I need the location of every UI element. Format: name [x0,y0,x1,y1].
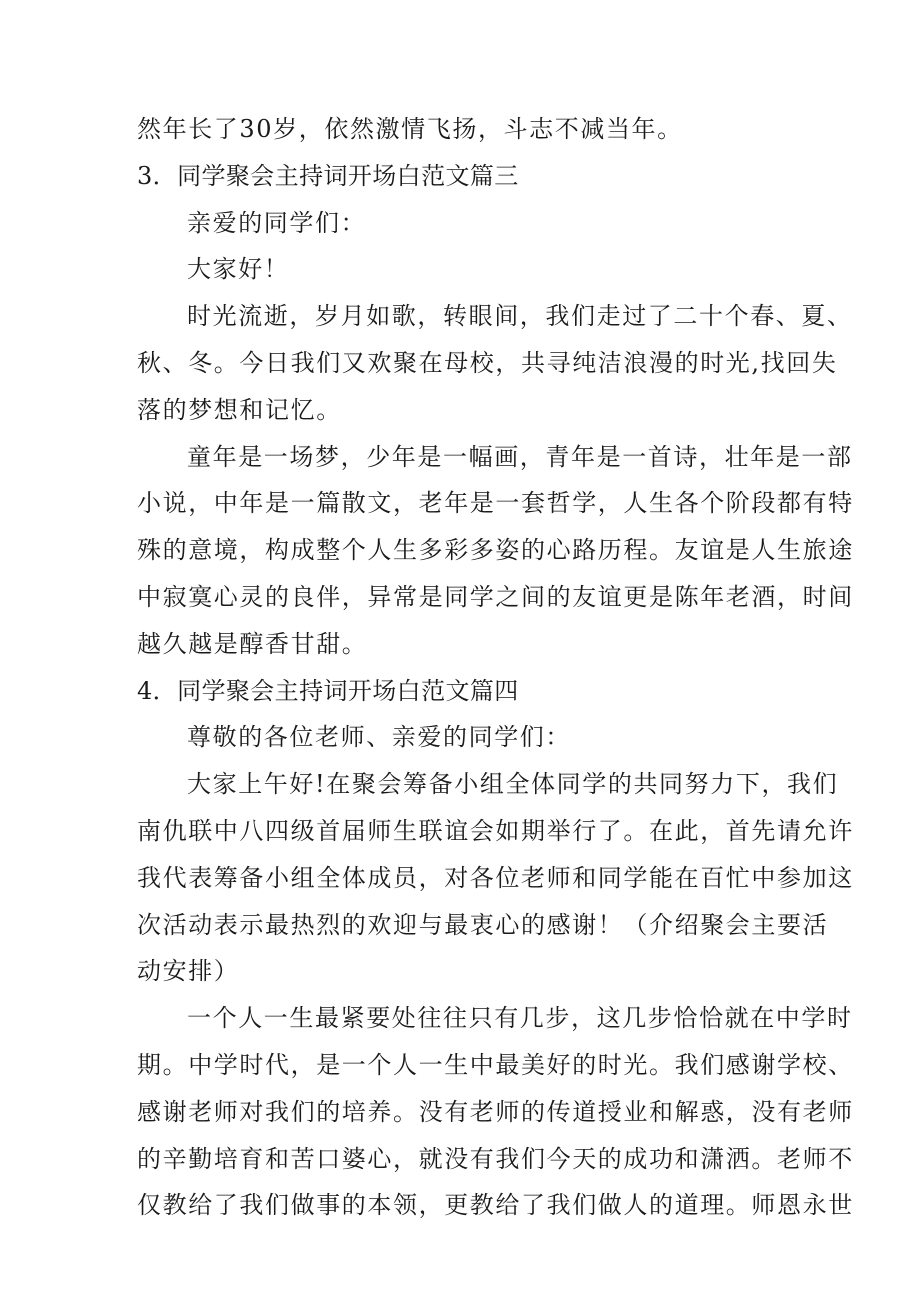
paragraph-line: 的辛勤培育和苦口婆心，就没有我们今天的成功和潇洒。老师不 [137,1144,854,1173]
paragraph-line: 动安排） [137,957,240,986]
paragraph-line: 然年长了30岁，依然激情飞扬，斗志不减当年。 [137,115,683,143]
paragraph-line: 感谢老师对我们的培养。没有老师的传道授业和解惑，没有老师 [137,1097,854,1126]
paragraph-line: 次活动表示最热烈的欢迎与最衷心的感谢！（介绍聚会主要活 [137,910,829,939]
paragraph-line: 落的梦想和记忆。 [137,395,342,424]
section-heading-3: 3．同学聚会主持词开场白范文篇三 [137,161,519,190]
paragraph-line: 中寂寞心灵的良伴，异常是同学之间的友谊更是陈年老酒，时间 [137,582,854,611]
greeting-line: 大家好！ [187,255,290,284]
paragraph-line: 时光流逝，岁月如歌，转眼间，我们走过了二十个春、夏、 [187,302,853,331]
paragraph-line: 越久越是醇香甘甜。 [137,629,368,658]
document-body [137,106,854,1229]
paragraph-line: 我代表筹备小组全体成员，对各位老师和同学能在百忙中参加这 [137,863,854,892]
paragraph-line: 殊的意境，构成整个人生多彩多姿的心路历程。友谊是人生旅途 [137,536,854,565]
paragraph-line: 小说，中年是一篇散文，老年是一套哲学，人生各个阶段都有特 [137,489,854,518]
section-heading-4: 4．同学聚会主持词开场白范文篇四 [137,676,519,705]
paragraph-line: 童年是一场梦，少年是一幅画，青年是一首诗，壮年是一部 [187,442,853,471]
paragraph-line: 大家上午好!在聚会筹备小组全体同学的共同努力下，我们 [187,770,839,799]
paragraph-line: 南仇联中八四级首届师生联谊会如期举行了。在此，首先请允许 [137,816,854,845]
salutation-line: 亲爱的同学们： [187,208,367,237]
paragraph-line: 一个人一生最紧要处往往只有几步，这几步恰恰就在中学时 [187,1004,853,1033]
salutation-line: 尊敬的各位老师、亲爱的同学们： [187,723,571,752]
paragraph-line: 仅教给了我们做事的本领，更教给了我们做人的道理。师恩永世 [137,1191,854,1220]
paragraph-line: 秋、冬。今日我们又欢聚在母校，共寻纯洁浪漫的时光,找回失 [137,348,838,377]
paragraph-line: 期。中学时代，是一个人一生中最美好的时光。我们感谢学校、 [137,1050,854,1079]
